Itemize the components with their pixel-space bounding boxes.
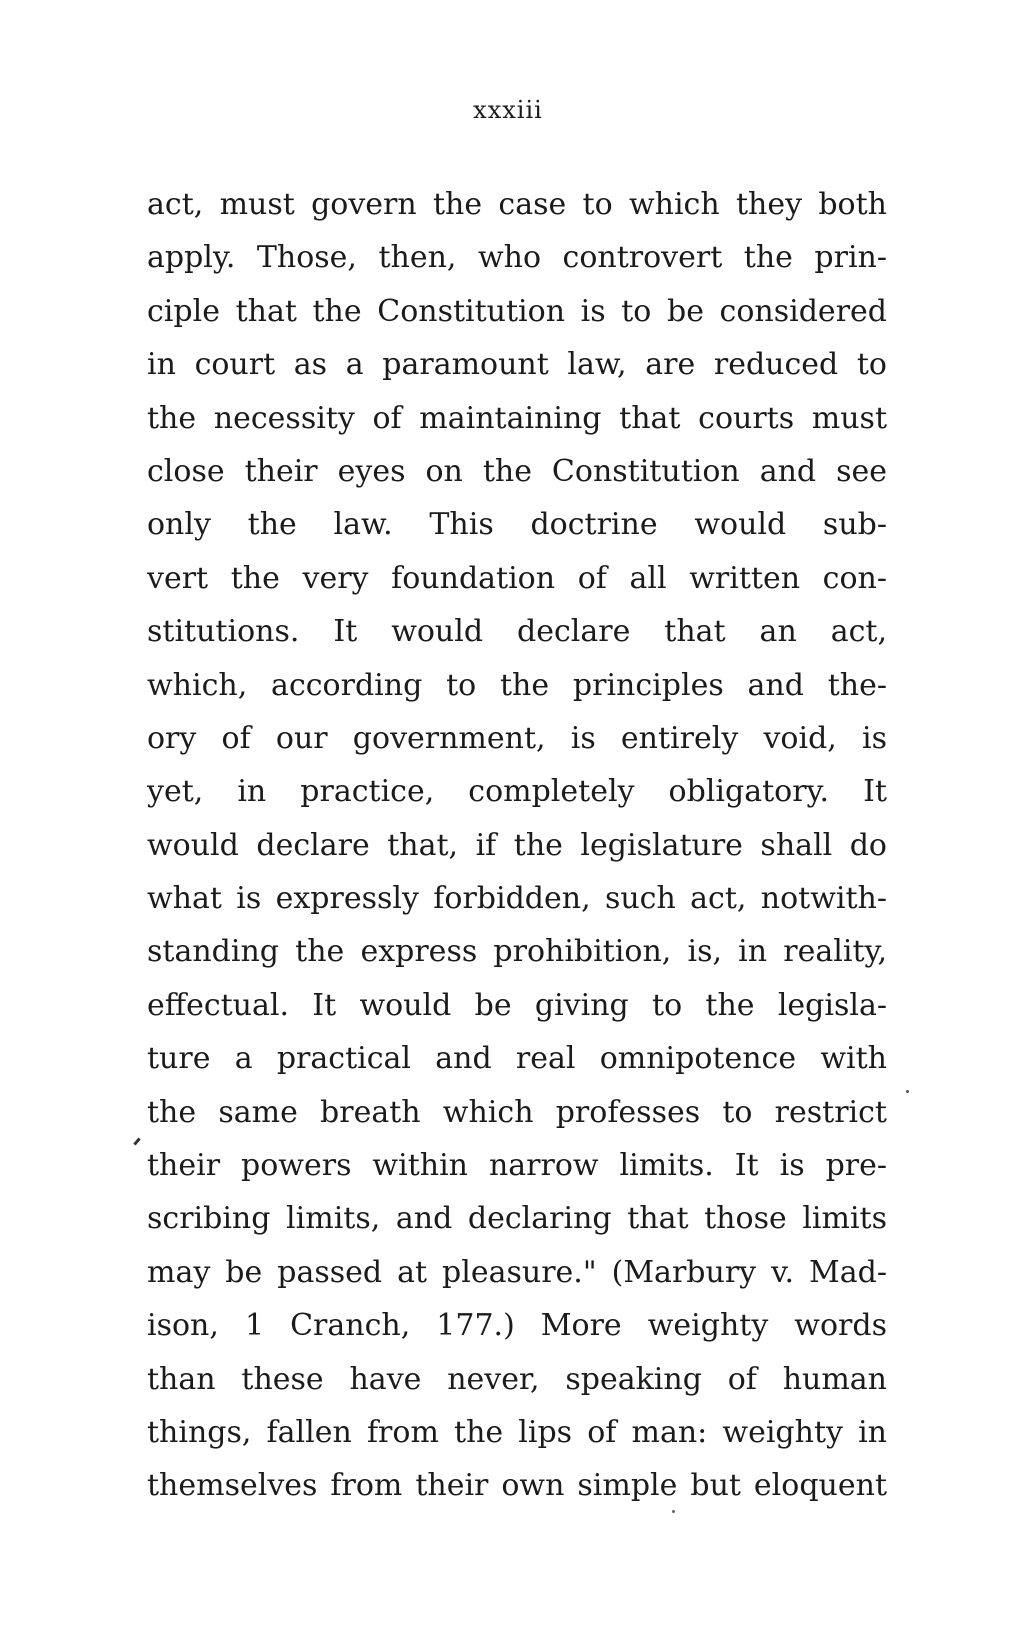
line-text: yet, in practice, completely obligatory. It bbox=[147, 774, 887, 810]
text-line bbox=[147, 1246, 887, 1299]
ink-speck bbox=[133, 1137, 140, 1145]
text-line bbox=[147, 445, 887, 498]
text-line bbox=[147, 1353, 887, 1406]
text-line bbox=[147, 552, 887, 605]
line-text: ciple that the Constitution is to be considered bbox=[147, 293, 887, 329]
text-line bbox=[147, 1192, 887, 1245]
text-line bbox=[147, 659, 887, 712]
text-line bbox=[147, 178, 887, 231]
text-line bbox=[147, 1406, 887, 1459]
line-text: apply. Those, then, who controvert the prin- bbox=[147, 240, 887, 276]
line-text: themselves from their own simple but eloquent bbox=[147, 1468, 887, 1504]
text-line bbox=[147, 1139, 887, 1192]
line-text: things, fallen from the lips of man: weighty in bbox=[147, 1414, 887, 1450]
line-text: what is expressly forbidden, such act, notwith- bbox=[147, 881, 887, 917]
text-line bbox=[147, 1032, 887, 1085]
page-number: xxxiii bbox=[473, 96, 543, 124]
line-text: the necessity of maintaining that courts must bbox=[147, 400, 887, 436]
text-line bbox=[147, 1459, 887, 1512]
text-line bbox=[147, 605, 887, 658]
text-line bbox=[147, 285, 887, 338]
text-line bbox=[147, 765, 887, 818]
line-text: their powers within narrow limits. It is pre- bbox=[147, 1148, 887, 1184]
line-text: effectual. It would be giving to the legisla- bbox=[147, 987, 887, 1023]
line-text: act, must govern the case to which they both bbox=[147, 187, 887, 222]
text-line bbox=[147, 925, 887, 978]
line-text: only the law. This doctrine would sub- bbox=[147, 507, 887, 543]
text-line bbox=[147, 1299, 887, 1352]
text-line bbox=[147, 338, 887, 391]
line-text: vert the very foundation of all written con- bbox=[147, 560, 887, 596]
ink-speck bbox=[672, 1510, 675, 1513]
line-text: in court as a paramount law, are reduced to bbox=[147, 347, 887, 383]
line-text: the same breath which professes to restrict bbox=[147, 1094, 887, 1130]
line-text: would declare that, if the legislature shall do bbox=[147, 827, 887, 863]
line-text: which, according to the principles and the- bbox=[147, 667, 887, 703]
text-line bbox=[147, 392, 887, 445]
line-text: standing the express prohibition, is, in reality, bbox=[147, 934, 887, 970]
text-line bbox=[147, 712, 887, 765]
line-text: than these have never, speaking of human bbox=[147, 1361, 887, 1397]
ink-speck bbox=[906, 1090, 909, 1093]
text-line bbox=[147, 819, 887, 872]
body-text bbox=[147, 178, 887, 1513]
line-text: ory of our government, is entirely void, is bbox=[147, 720, 887, 756]
line-text: ture a practical and real omnipotence with bbox=[147, 1041, 887, 1077]
line-text: may be passed at pleasure." (Marbury v. Mad- bbox=[147, 1254, 887, 1290]
line-text: close their eyes on the Constitution and see bbox=[147, 453, 887, 489]
text-line bbox=[147, 498, 887, 551]
line-text: scribing limits, and declaring that those limits bbox=[147, 1201, 887, 1237]
line-text: stitutions. It would declare that an act, bbox=[147, 614, 887, 650]
line-text: ison, 1 Cranch, 177.) More weighty words bbox=[147, 1308, 887, 1344]
text-line bbox=[147, 872, 887, 925]
text-line bbox=[147, 231, 887, 284]
text-line bbox=[147, 979, 887, 1032]
text-line bbox=[147, 1086, 887, 1139]
